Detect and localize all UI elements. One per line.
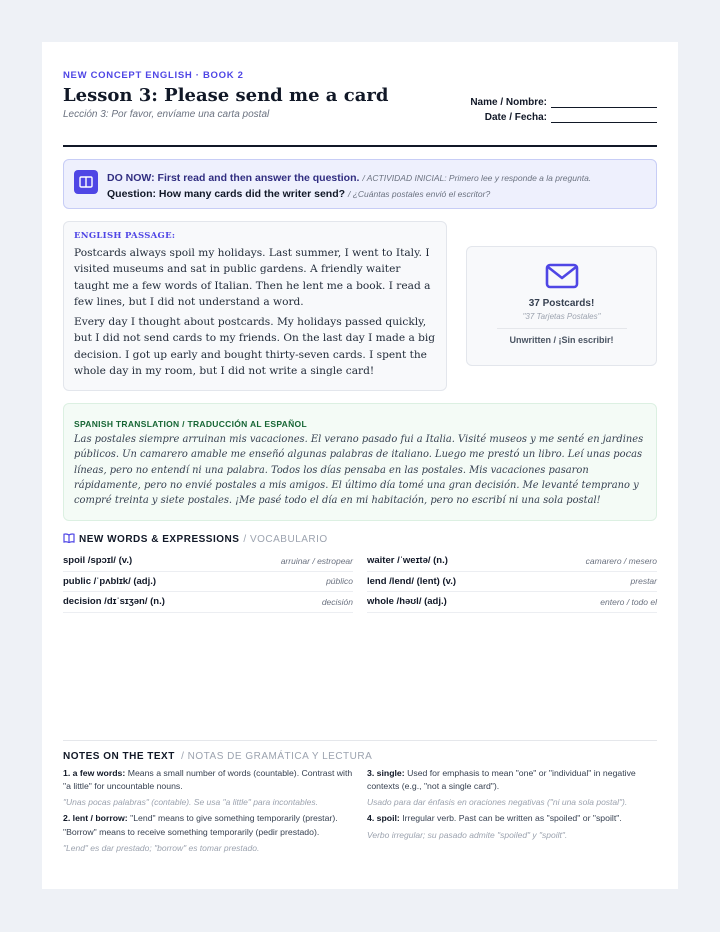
- note-term: 1. a few words:: [63, 768, 126, 778]
- page-title: Lesson 3: Please send me a card: [63, 85, 389, 106]
- worksheet-content: [63, 70, 657, 853]
- note-spanish: "Lend" es dar prestado; "borrow" es tomar prestado.: [63, 842, 260, 853]
- passage-row: [63, 221, 657, 391]
- passage-paragraph-2: Every day I thought about postcards. My holidays passed quickly, but I did not send cards to my friends. On the last day I made a big decision. I got up early and bought thirty-seven cards. I spent the whole day in my room, but I did not write a single card!: [74, 316, 436, 378]
- note-spanish: Verbo irregular; su pasado admite "spoiled" y "spoilt".: [367, 829, 568, 840]
- vocab-translation: camarero / mesero: [585, 555, 657, 566]
- vocabulary-column-right: [367, 551, 657, 613]
- name-label: Name / Nombre:: [470, 97, 547, 108]
- note-text: Used for emphasis to mean "one" or "individual" in negative contexts (e.g., "not a single card").: [367, 768, 636, 792]
- note-item: [367, 767, 657, 809]
- passage-paragraph-1: Postcards always spoil my holidays. Last summer, I went to Italy. I visited museums and sat in public gardens. A friendly waiter taught me a few words of Italian. Then he lent me a book. I read a few lines, but I did not understand a word.: [74, 247, 431, 308]
- date-label: Date / Fecha:: [484, 112, 547, 123]
- do-now-instruction: DO NOW: First read and then answer the question.: [107, 172, 360, 184]
- translation-label: SPANISH TRANSLATION / TRADUCCIÓN AL ESPAÑOL: [74, 419, 307, 429]
- date-field: [470, 112, 657, 123]
- note-english: [367, 812, 657, 825]
- page-subtitle: Lección 3: Por favor, envíame una carta postal: [63, 109, 270, 120]
- worksheet-page: [42, 42, 678, 889]
- notes-section: [63, 740, 657, 858]
- vocab-item: [367, 592, 657, 613]
- note-english: [63, 767, 353, 793]
- note-text: Means a small number of words (countable). Contrast with "a little" for uncountable nouns.: [63, 768, 353, 792]
- vocab-term: decision /dɪˈsɪʒən/ (n.): [63, 596, 165, 608]
- vocab-term: spoil /spɔɪl/ (v.): [63, 555, 133, 567]
- notes-column-left: [63, 767, 353, 858]
- vocab-item: [63, 551, 353, 572]
- notes-column-right: [367, 767, 657, 858]
- vocab-term: waiter /ˈweɪtə/ (n.): [367, 555, 448, 567]
- book-open-icon: [63, 533, 75, 546]
- note-term: 2. lent / borrow:: [63, 813, 128, 824]
- note-term: 3. single:: [367, 768, 405, 778]
- vocab-item: [63, 572, 353, 593]
- vocab-item: [367, 551, 657, 572]
- note-item: [63, 767, 353, 809]
- vocab-term: public /ˈpʌblɪk/ (adj.): [63, 575, 157, 587]
- student-fields: [470, 97, 657, 127]
- vocab-translation: público: [326, 576, 353, 587]
- postcard-count: 37 Postcards!: [528, 298, 595, 309]
- notes-heading: [63, 751, 657, 762]
- mail-icon: [467, 263, 656, 294]
- do-now-box: [63, 159, 657, 209]
- notes-list: [63, 767, 657, 858]
- card-divider: [497, 328, 627, 329]
- postcard-summary-card: [466, 246, 657, 366]
- vocabulary-heading: [63, 533, 657, 546]
- vocab-term: whole /həʊl/ (adj.): [367, 596, 447, 608]
- note-spanish: Usado para dar énfasis en oraciones negativas ("ni una sola postal").: [367, 797, 628, 808]
- vocabulary-title: NEW WORDS & EXPRESSIONS: [79, 534, 240, 545]
- postcard-status: Unwritten / ¡Sin escribir!: [509, 335, 614, 345]
- vocab-translation: prestar: [630, 576, 657, 587]
- notes-title: NOTES ON THE TEXT: [63, 751, 175, 762]
- vocab-translation: decisión: [321, 596, 353, 607]
- postcard-count-es: "37 Tarjetas Postales": [522, 312, 601, 321]
- do-now-text: [107, 170, 591, 202]
- vocabulary-list: [63, 551, 657, 613]
- date-input-line[interactable]: [551, 112, 657, 123]
- series-label: NEW CONCEPT ENGLISH · BOOK 2: [63, 70, 244, 81]
- book-icon: [74, 170, 98, 194]
- vocab-term: lend /lend/ (lent) (v.): [367, 575, 457, 587]
- note-item: [63, 812, 353, 854]
- translation-text: Las postales siempre arruinan mis vacaciones. El verano pasado fui a Italia. Visité museos y me senté en jardines públicos. Un camarero amable me enseñó algunas palabras de italiano. Luego me prestó un libro. Leí unas pocas líneas, pero no entendí ni una palabra. Todos los días pensaba en las postales. Mis vacaciones pasaron rápidamente, pero no envié postales a mis amigos. El último día tomé una gran decisión. Me levanté temprano y compré treinta y siete postales. ¡Me pasé todo el día en mi habitación, pero no escribí ni una sola postal!: [74, 434, 644, 507]
- vocab-item: [63, 592, 353, 613]
- note-english: [63, 812, 353, 838]
- lesson-header: [63, 85, 657, 147]
- vocab-translation: entero / todo el: [600, 596, 657, 607]
- vocabulary-column-left: [63, 551, 353, 613]
- note-text: "Lend" means to give something temporarily (prestar). "Borrow" means to receive something temporarily (pedir prestado).: [63, 813, 338, 837]
- note-text: Irregular verb. Past can be written as "spoiled" or "spoilt".: [402, 813, 622, 824]
- english-passage: [63, 221, 447, 391]
- note-spanish: "Unas pocas palabras" (contable). Se usa "a little" para incontables.: [63, 797, 318, 808]
- vocab-translation: arruinar / estropear: [280, 555, 353, 566]
- do-now-question: Question: How many cards did the writer send?: [107, 188, 346, 200]
- note-item: [367, 812, 657, 841]
- do-now-question-es: / ¿Cuántas postales envió el escritor?: [347, 189, 491, 199]
- do-now-instruction-es: / ACTIVIDAD INICIAL: Primero lee y responde a la pregunta.: [362, 173, 592, 183]
- vocab-item: [367, 572, 657, 593]
- notes-title-es: / NOTAS DE GRAMÁTICA Y LECTURA: [181, 751, 373, 762]
- note-english: [367, 767, 657, 793]
- name-input-line[interactable]: [551, 97, 657, 108]
- passage-label: ENGLISH PASSAGE:: [74, 231, 176, 241]
- name-field: [470, 97, 657, 108]
- vocabulary-title-es: / VOCABULARIO: [243, 534, 328, 545]
- spanish-translation: [63, 403, 657, 521]
- note-term: 4. spoil:: [367, 813, 400, 824]
